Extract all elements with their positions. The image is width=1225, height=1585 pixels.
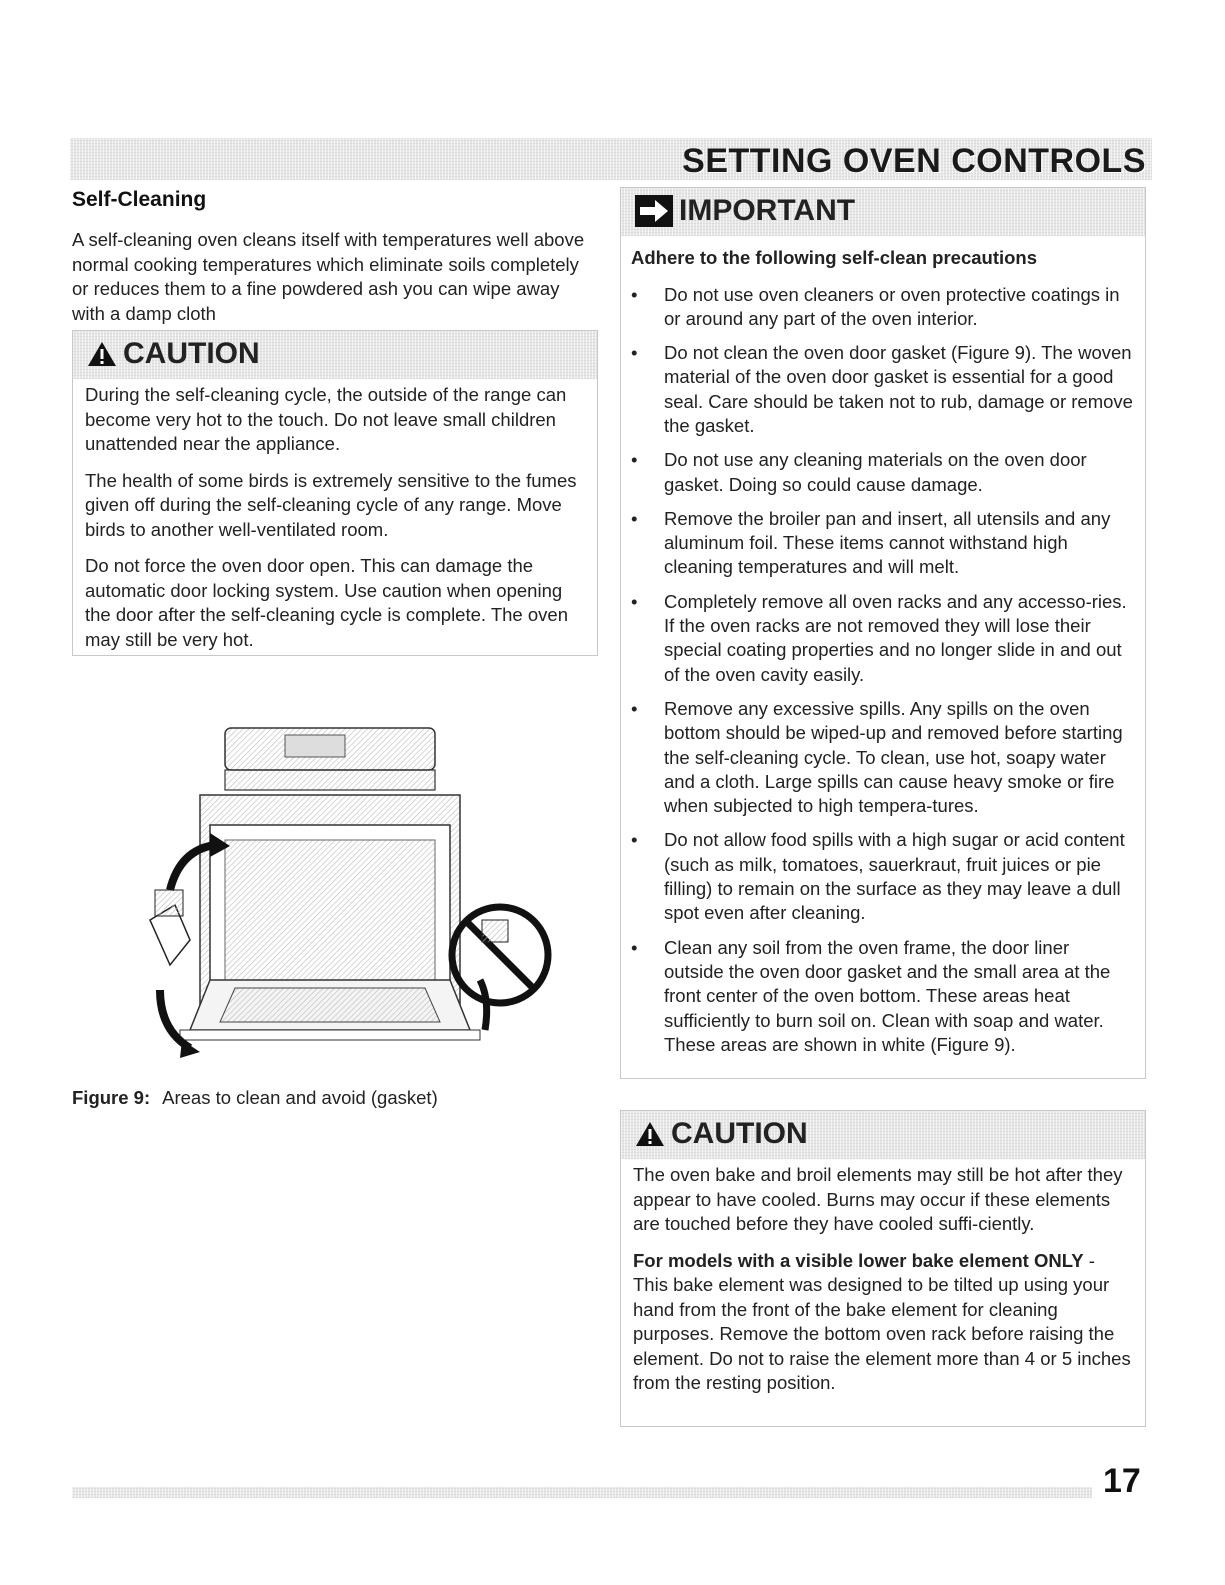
list-item: • Do not use any cleaning materials on the oven door gasket. Doing so could cause damage. (631, 449, 1087, 495)
self-cleaning-section (72, 188, 597, 326)
page-title: SETTING OVEN CONTROLS (682, 142, 1146, 180)
important-header (621, 188, 1145, 236)
figure-caption-text: Areas to clean and avoid (gasket) (162, 1087, 438, 1108)
important-box (620, 187, 1146, 1079)
list-item: • Do not allow food spills with a high sugar or acid content (such as milk, tomatoes, sauerkraut, fruit juices or pie filling) to remain on the surface as they may leave a dull spot even after cleaning. (631, 829, 1125, 924)
important-subheading: Adhere to the following self-clean precautions (631, 247, 1038, 268)
list-item: • Do not use oven cleaners or oven protective coatings in or around any part of the oven interior. (631, 283, 1120, 329)
warning-icon (87, 340, 117, 368)
important-label: IMPORTANT (679, 194, 856, 227)
figure-caption (72, 1087, 438, 1109)
caution-paragraph: During the self-cleaning cycle, the outside of the range can become very hot to the touch. Do not leave small children unattended near the appliance. (85, 384, 567, 454)
footer-bar (72, 1487, 1092, 1498)
caution-label: CAUTION (671, 1117, 808, 1150)
header-bar (70, 138, 1152, 180)
caution-paragraph: The health of some birds is extremely sensitive to the fumes given off during the self-cleaning cycle of any range. Move birds to another well-ventilated room. (85, 469, 577, 540)
list-item: • Clean any soil from the oven frame, the door liner outside the oven door gasket and the small area at the front center of the oven bottom. These areas heat sufficiently to burn soil on. Clean with soap and water. These areas are shown in white (Figure 9). (631, 936, 1111, 1055)
list-item: • Do not clean the oven door gasket (Figure 9). The woven material of the oven door gasket is essential for a good seal. Care should be taken not to rub, damage or remove the gasket. (631, 342, 1133, 436)
list-item: • Remove any excessive spills. Any spills on the oven bottom should be wiped-up and removed before starting the self-cleaning cycle. To clean, use hot, soapy water and a cloth. Large spills can cause heavy smoke or fire when subjected to high tempera-tures. (631, 697, 1123, 817)
caution-label: CAUTION (123, 337, 260, 370)
caution-paragraph: For models with a visible lower bake element ONLY - This bake element was designed to be tilted up using your hand from the front of the bake element for cleaning purposes. Remove the bottom oven rack before raising the element. Do not to raise the element more than 4 or 5 inches from the resting position. (633, 1249, 1131, 1393)
page-number: 17 (1103, 1462, 1141, 1500)
bold-lead: For models with a visible lower bake element ONLY (633, 1249, 1084, 1271)
caution-paragraph: Do not force the oven door open. This can damage the automatic door locking system. Use caution when opening the door after the self-cleaning cycle is complete. The oven may still be very hot. (85, 555, 568, 650)
section-heading: Self-Cleaning (72, 188, 207, 211)
list-item: • Completely remove all oven racks and any accesso-ries. If the oven racks are not removed they will lose their special coating properties and no longer slide in and out of the oven cavity easily. (631, 590, 1127, 685)
caution-box-top (72, 330, 598, 656)
list-item: • Remove the broiler pan and insert, all utensils and any aluminum foil. These items cannot withstand high cleaning temperatures and will melt. (631, 507, 1111, 578)
caution-header (73, 331, 597, 379)
caution-box-bottom (620, 1110, 1146, 1427)
warning-icon (635, 1120, 665, 1148)
arrow-right-icon (635, 195, 673, 227)
caution-header (621, 1111, 1145, 1159)
caution-paragraph: The oven bake and broil elements may still be hot after they appear to have cooled. Burns may occur if these elements are touched before they have cooled suffi-ciently. (633, 1164, 1123, 1234)
intro-paragraph: A self-cleaning oven cleans itself with temperatures well above normal cooking temperatures which eliminate soils completely or reduces them to a fine powdered ash you can wipe away with a damp cloth (72, 229, 585, 324)
figure-label: Figure 9: (72, 1087, 151, 1108)
oven-figure (130, 700, 560, 1080)
